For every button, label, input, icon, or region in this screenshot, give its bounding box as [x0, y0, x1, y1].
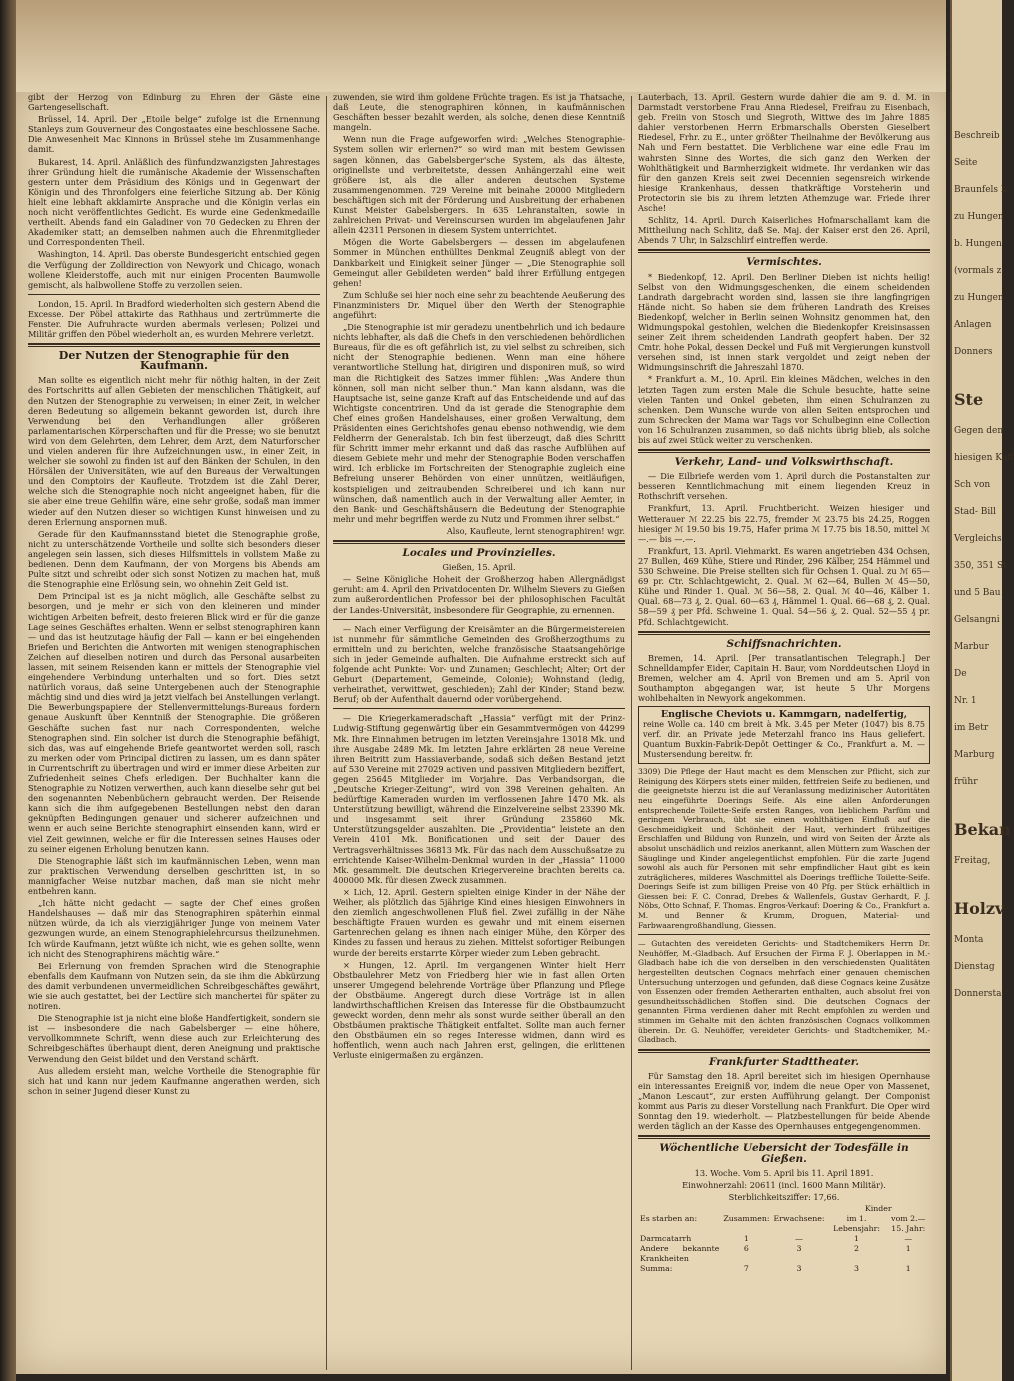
table-header: Es starben an:	[640, 1213, 698, 1223]
fragment-text: (vormals z	[954, 266, 1002, 276]
table-cell: 1	[743, 1233, 749, 1243]
newspaper-page	[16, 92, 946, 1374]
market-report-cattle: Frankfurt, 13. April. Viehmarkt. Es waren angetrieben 434 Ochsen, 27 Bullen, 469 Kühe, Stiere und Rinder, 296 Kälber, 254 Hämmel und 530 Schweine. Die Preise stellten sich für Ochsen 1. Qual. zu ℳ 65—69 pr. Ctr. Schlachtgewicht, 2. Qual. ℳ 62—64, Bullen ℳ 45—50, Kühe und Rinder 1. Qual. ℳ 56—58, 2. Qual. ℳ 40—46, Kälber 1. Qual. 68—73 ₰, 2. Qual. 60—63 ₰, Hämmel 1. Qual. 66—68 ₰, 2. Qual. 58—59 ₰ per Pfd. Schweine 1. Qual. 54—56 ₰, 2. Qual. 52—55 ₰ pr. Pfd. Schlachtgewicht.	[638, 545, 930, 627]
fragment-text: Nr. 1	[954, 696, 977, 706]
column-1	[24, 92, 324, 1374]
table-cell: 1	[905, 1263, 911, 1273]
stats-population: Einwohnerzahl: 20611 (incl. 1600 Mann Militär).	[682, 1179, 886, 1190]
divider	[638, 249, 930, 253]
table-cell: 6	[743, 1243, 749, 1253]
article-washington: Washington, 14. April. Das oberste Bundesgericht entschied gegen die Verfügung der Zolldirection von Newyork und Chicago, wonach wollene Kleiderstoffe, auch mit nur einigen Procenten Baumwolle gemischt, als halbwollene Stoffe zu verzollen seien.	[28, 249, 320, 290]
divider	[333, 540, 625, 544]
table-cell: 2	[854, 1243, 860, 1253]
divider	[638, 449, 930, 453]
fragment-text: Freitag,	[954, 856, 991, 866]
fragment-text: Marbur	[954, 642, 989, 652]
fragment-text: Vergleichs	[954, 534, 1002, 544]
table-cell: 3	[796, 1243, 802, 1253]
fragment-text: Donnersta	[954, 989, 1002, 999]
paragraph: Bei Erlernung von fremden Sprachen wird die Stenographie ebenfalls dem Kaufmann von Nutzen sein, da sie ihm die Abkürzung des damit verbundenen unvermeidlichen Schreibgeschäftes gewährt, wie sie auch gestattet, bei der Lectüre sich manchertei für später zu notiren.	[28, 960, 320, 1012]
page-top-edge	[16, 0, 946, 100]
table-row	[638, 1244, 930, 1264]
column-2	[329, 92, 629, 1374]
column-rule	[326, 96, 327, 1370]
table-cell: Darmcatarrh	[640, 1233, 692, 1243]
fragment-text: frühr	[954, 777, 978, 787]
table-cell: —	[904, 1233, 913, 1243]
paragraph: Die Stenographie ist ja nicht eine bloße Handfertigkeit, sondern sie ist — insbesondere die nach Gabelsberger — eine höhere, vervollkommnete Schrift, wenn diese auch zur Erleichterung des Schreibgeschäftes überhaupt dient, deren Aneignung und praktische Verwendung den Geist bildet und den Verstand schärft.	[28, 1013, 320, 1064]
stats-rate: Sterblichkeitsziffer: 17,66.	[728, 1191, 840, 1202]
dateline: Gießen, 15. April.	[442, 562, 516, 573]
paragraph: „Ich hätte nicht gedacht — sagte der Chef eines großen Handelshauses — daß mir das Stenographiren späterhin einmal nützen würde, da ich als vierzigjähriger Junge von meinem Vater gezwungen wurde, an einem Stenographielehrcursus theilzunehmen. Ich würde Kaufmann, jetzt wüßte ich nicht, wie es gehen sollte, wenn ich nicht des Stenographirens mächtig wäre.“	[28, 898, 320, 959]
divider	[28, 343, 320, 347]
article-schlitz: Schlitz, 14. April. Durch Kaiserliches Hofmarschallamt kam die Mittheilung nach Schlitz, daß Se. Maj. der Kaiser erst den 26. April, Abends 7 Uhr, in Salzschlirf eintreffen werde.	[638, 215, 930, 246]
fragment-text: De	[954, 669, 967, 679]
section-heading-verkehr: Verkehr, Land- und Volkswirthschaft.	[674, 456, 894, 469]
divider	[638, 631, 930, 635]
table-header: Erwachsene:	[773, 1213, 825, 1223]
fragment-text: Dienstag	[954, 962, 995, 972]
stats-week: 13. Woche. Vom 5. April bis 11. April 1891.	[694, 1167, 874, 1178]
paragraph: Man sollte es eigentlich nicht mehr für nöthig halten, in der Zeit des Fortschritts auf allen Gebieten der menschlichen Thätigkeit, auf den Nutzen der Stenographie zu verweisen; in einer Zeit, in welcher deren Bedeutung so allgemein bekannt geworden ist, durch ihre Verwendung bei den Verhandlungen aller größeren parlamentarischen Körperschaften und für die Presse; wo sie benutzt wird von dem Gelehrten, dem Lehrer, dem Arzt, dem Naturforscher und vielen anderen für ihre Aufzeichnungen usw., in einer Zeit, in welcher sie sowohl zu finden ist auf den Bänken der Schulen, in den Hörsälen der Universitäten, wie auf den Bureaus der Verwaltungen und den Comptoirs der Kaufleute. Trotzdem ist die Zahl Derer, welche sich die Stenographie noch nicht angeeignet haben, für die sie aber eine treue Gehilfin wäre, eine sehr große, sodaß man immer wieder auf den Nutzen dieser so wichtigen Kunst hinweisen und zu deren Erlernung anspornen muß.	[28, 375, 320, 527]
fragment-text: 350, 351 St	[954, 561, 1007, 571]
paragraph: Zum Schluße sei hier noch eine sehr zu beachtende Aeußerung des Finanzministers Dr. Miquel über den Werth der Stenographie angeführt:	[333, 289, 625, 320]
section-heading-theater: Frankfurter Stadttheater.	[708, 1055, 860, 1068]
divider	[333, 708, 625, 709]
article-bruessel: Brüssel, 14. April. Der „Etoile belge“ zufolge ist die Ernennung Stanleys zum Gouverneur des Congostaates eine beschlossene Sache. Die Anwesenheit Mac Kinnons in Brüssel stehe im Zusammenhange damit.	[28, 114, 320, 155]
table-row	[638, 1264, 930, 1274]
ad-text: reine Wolle ca. 140 cm breit à Mk. 3.45 per Meter (1047) bis 8.75 verf. dir. an Private jede Meterzahl franco ins Haus geliefert. Quantum Buxkin-Fabrik-Depôt Oettinger & Co., Frankfurt a. M. — Mustersendung bereitw. fr.	[643, 720, 925, 760]
fragment-text: im Betr	[954, 723, 989, 733]
section-heading-todesfaelle: Wöchentliche Uebersicht der Todesfälle in Gießen.	[659, 1142, 909, 1165]
column-3	[634, 92, 934, 1374]
fragment-text: Anlagen	[954, 320, 992, 330]
fragment-text: b. Hungen	[954, 239, 1002, 249]
table-header: im 1. Lebensjahr:	[833, 1213, 880, 1233]
advertisement-doering-seife: 3309) Die Pflege der Haut macht es dem Menschen zur Pflicht, sich zur Reinigung des Körpers stets einer milden, fettfreien Seife zu bedienen, und die geeignetste hierzu ist die auf Veranlassung medizinischer Autoritäten neu eingeführte Doerings Seife. Als eine allen Anforderungen entsprechende Toilette-Seife ersten Ranges, von lieblichem Parfüm und geringem Verbrauch, übt sie einen wohlthätigen Einfluß auf die Geschmeidigkeit und Schönheit der Haut, verhindert frühzeitiges Erschlaffen und Bildung von Runzeln, und wird von Seiten der Ärzte als absolut unschädlich und reizlos anerkannt, allen Müttern zum Waschen der Säuglinge und Kinder angelegentlichst empfohlen. Für die zarte Jugend sowohl als auch für Personen mit sehr empfindlicher Haut gibt es kein zuträglicheres, milderes Waschmittel als Doerings treffliche Toilette-Seife. Doerings Seife ist zum billigen Preise von 40 Pfg. per Stück erhältlich in Giessen bei: F. C. Conrad, Drebes & Wallenfels, Gustav Gerhardt, F. J. Nöbs, Otto Schnaf, F. Thomas. Engros-Verkauf: Doering & Co., Frankfurt a. M. und Benner & Krumm, Droguen, Material- und Farbwaarengroßhandlung, Giessen.	[638, 767, 930, 930]
adjacent-page-fragment	[950, 0, 1014, 1381]
columns	[24, 92, 942, 1374]
fragment-text: Gegen den	[954, 426, 1004, 436]
fragment-text: zu Hungen	[954, 293, 1004, 303]
paragraph: Aus alledem ersieht man, welche Vortheile die Stenographie für sich hat und kann nur jedem Kaufmanne angerathen werden, sich schon in seiner Jugend dieser Kunst zu	[28, 1065, 320, 1096]
table-cell: 1	[905, 1243, 911, 1253]
table-cell: 1	[854, 1233, 860, 1243]
fragment-text: Bekan	[954, 820, 1011, 839]
book-spine	[0, 0, 16, 1381]
fragment-text: Holzv	[954, 899, 1005, 918]
fragment-text: Marburg	[954, 750, 995, 760]
fragment-text: Beschreib	[954, 131, 1000, 141]
paragraph: Dem Principal ist es ja nicht möglich, alle Geschäfte selbst zu besorgen, und je mehr er sich von den kleineren und minder wichtigen Arbeiten befreit, desto freieren Blick wird er für die ganze Lage seines Geschäftes erhalten. Wenn er selbst stenographiren kann — und das ist heutzutage häufig der Fall — kann er bei eingehenden Briefen und Berichten die Antworten mit wenigen stenographischen Zeichen auf dieselben notiren und durch das Personal ausarbeiten lassen, mit seinem Reisenden kann er mittels der Stenographie viel eingehendere Verbindung unterhalten und so fort. Dies setzt natürlich voraus, daß seine Untergebenen auch der Stenographie mächtig sind und dies wird ja jetzt vielfach bei Anstellungen verlangt. Die Bewerbungspapiere der Stellenvermittelungs-Bureaus fordern genaue Auskunft über Kenntniß der Stenographie. Die größeren Geschäfte suchen fast nur nach Correspondenten, welche Stenographen sind. Ein solcher ist durch die Stenographie befähigt, sich das, was auf eingehende Briefe geantwortet werden soll, rasch zu merken oder vom Principal dictiren zu lassen, um es dann später in Currentschrift zu übertragen und wird er immer diese Arbeiten zur Zufriedenheit seines Chefs erledigen. Der Buchhalter kann die Stenographie zu Notizen verwerthen, auch kann dieselbe sehr gut bei den sogenannten Nebenbüchern gebraucht werden. Der Reisende kann sich die ihm aufgegebenen Bestellungen nebst den daran geknüpften Bedingungen genauer und sicherer aufzeichnen und wenn er auch seine Berichte stenographirt einsenden kann, wird er viel Zeit gewinnen, welche er für die Interessen seines Hauses oder zu seiner eigenen Erholung benutzen kann.	[28, 591, 320, 854]
divider	[333, 619, 625, 620]
paragraph: — Die Kriegerkameradschaft „Hassia“ verfügt mit der Prinz-Ludwig-Stiftung gegenwärtig über ein Gesammtvermögen von 44299 Mk. Ihre Einnahmen betrugen im letzten Vereinsjahre 13018 Mk. und ihre Ausgabe 2489 Mk. Im letzten Jahre erklärten 28 neue Vereine ihren Beitritt zum Hassiaverbande, sodaß sich deßen Bestand jetzt auf 530 Vereine mit 27029 activen und passiven Mitgliedern beziffert, gegen 25645 Mitglieder im Vorjahre. Das Verbandsorgan, die „Deutsche Krieger-Zeitung“, wird von 398 Vereinen gehalten. An bedürftige Kameraden wurden im verflossenen Jahre 1470 Mk. als Unterstützung bewilligt, während die Einzelvereine selbst 23390 Mk. und insgesammt seit ihrer Gründung 235860 Mk. Unterstützungsgelder auszahlten. Die „Providentia“ leistete an den Verein 4101 Mk. Bonificationen und seit der Dauer des Vertragsverhältnisses 36813 Mk. Für das nach dem Ausschußsatze zu errichtende Kaiser-Wilhelm-Denkmal wurden in der „Hassia“ 11000 Mk. gesammelt. Die deutschen Kriegervereine brachten bereits ca. 400000 Mk. für diesen Zweck zusammen.	[333, 713, 625, 885]
divider	[638, 934, 930, 935]
paragraph: — Seine Königliche Hoheit der Großherzog haben Allergnädigst geruht: am 4. April den Privatdocenten Dr. Wilhelm Sievers zu Gießen zum außerordentlichen Professor bei der philosophischen Facultät der Landes-Universität, insbesondere für Geographie, zu ernennen.	[333, 574, 625, 615]
article-signoff: Also, Kaufleute, lernt stenographiren! wgr.	[446, 525, 625, 536]
paragraph: Wenn nun die Frage aufgeworfen wird: „Welches Stenographie-System sollen wir erlernen?“ so wird man mit bestem Gewissen sagen können, das Gabelsberger'sche System, als das älteste, originellste und verbreitetste, dessen Anhängerzahl eine weit größere ist, als die aller anderen deutschen Systeme zusammengenommen. 729 Vereine mit beinahe 20000 Mitgliedern beschäftigen sich mit der Förderung und Ausbreitung der erhabenen Kunst Meister Gabelsbergers. In 635 Lehranstalten, sowie in zahlreichen Privat- und Vereinscursen wurden im abgelaufenen Jahr allein 42311 Personen in diesem System unterrichtet.	[333, 134, 625, 236]
table-header: Zusammen:	[723, 1213, 770, 1223]
fragment-text: Seite	[954, 158, 978, 168]
article-lich: × Lich, 12. April. Gestern spielten einige Kinder in der Nähe der Weiher, als plötzlich das 5jährige Kind eines hiesigen Einwohners in den ziemlich angeschwollenen Fluß fiel. Zwei zufällig in der Nähe beschäftigte Frauen wurden es gewahr und mit einem eisernen Gartenrechen gelang es ihnen nach einiger Mühe, den Körper des Kindes zu fassen und heraus zu ziehen. Mittelst sofortiger Reibungen wurde der bereits erstarrte Körper wieder zum Leben gebracht.	[333, 886, 625, 958]
fragment-text: hiesigen Kaff	[954, 453, 1014, 463]
article-biedenkopf: * Biedenkopf, 12. April. Den Berliner Dieben ist nichts heilig! Selbst von den Widmungsgeschenken, die einem scheidenden Landrath dargebracht worden sind, lassen sie ihre langfingrigen Hände nicht. So haben sie dem früheren Landrath des Kreises Biedenkopf, welcher in Berlin seinen Wohnsitz genommen hat, den Widmungspokal gestohlen, welchen die Biedenkopfer Kreisinsassen seiner Zeit ihrem scheidenden Landrath geopfert haben. Der 32 Cmtr. hohe Pokal, dessen Deckel und Fuß mit Vergierungen kunstvoll versehen sind, ist innen stark vergoldet und zeigt neben der Widmungsinschrift die Jahreszahl 1870.	[638, 271, 930, 373]
advertisement-cheviots	[638, 706, 930, 764]
paragraph: zuwenden, sie wird ihm goldene Früchte tragen. Es ist ja Thatsache, daß Leute, die stenographiren können, in kaufmännischen Geschäften besser bezahlt werden, als solche, denen diese Kenntniß mangeln.	[333, 92, 625, 133]
table-row	[638, 1234, 930, 1244]
article-bukarest: Bukarest, 14. April. Anläßlich des fünfundzwanzigsten Jahrestages ihrer Gründung hielt die rumänische Akademie der Wissenschaften gestern unter dem Präsidium des Königs und in Gegenwart der Königin und des Thronfolgers eine feierliche Sitzung ab. Der König hielt eine lebhaft akklamirte Ansprache und die Königin verlas ein noch nicht veröffentlichtes Gedicht. Es wurde eine Gedenkmedaille vertheilt. Abends fand ein Galadiner von 70 Gedecken zu Ehren der Akademiker statt; an demselben nahmen auch die Ehrenmitglieder und Correspondenten Theil.	[28, 156, 320, 248]
fragment-text: Gelsangni	[954, 615, 1000, 625]
fragment-text: Ste	[954, 390, 984, 409]
paragraph: „Die Stenographie ist mir geradezu unentbehrlich und ich bedaure nichts lebhafter, als daß die Chefs in den verschiedenen behördlichen Bureaus, für die es oft gefährlich ist, zu viel selbst zu schreiben, sich nicht der Stenographie bedienen. Wenn man eine höhere verantwortliche Stellung hat, dirigiren und disponiren muß, so wird man die Richtigkeit des Satzes immer fühlen: „Was Andere thun können, soll man nicht selber thun.“ Man kann alsdann, was die Hauptsache ist, seine ganze Kraft auf das Entscheidende und auf das Wichtigste concentriren. Und da ist gerade die Stenographie dem Chef eines großen Handelshauses, einer großen Verwaltung, dem Präsidenten eines Gerichtshofes genau ebenso nothwendig, wie dem Feldherrn der Generalstab. Ich bin fest überzeugt, daß dies Schritt für Schritt immer mehr erkannt und daß das rasche Aufblühen auf diesem Gebiete mehr und mehr der Stenographie Boden verschaffen wird. Ich erblicke im Fortschreiten der Stenographie zugleich eine Befreiung unserer Behörden von einer unnützen, weitläufigen, kostspieligen und zeitraubenden Schreiberei und ich kann nur wünschen, daß namentlich auch in der Verwaltung aller Aemter, in den Bank- und Geschäftshäusern die Bedeutung der Stenographie mehr und mehr begriffen werde zu Nutz und Frommen ihrer selbst.“	[333, 322, 625, 524]
fragment-text: und 5 Bau	[954, 588, 1001, 598]
ad-title: Englische Cheviots u. Kammgarn, nadelfertig,	[660, 709, 908, 721]
fragment-text: Donners	[954, 347, 993, 357]
article-frankfurt: * Frankfurt a. M., 10. April. Ein kleines Mädchen, welches in den letzten Tagen zum ersten Male die Schule besuchte, hatte seine vielen Tanten und Onkel gebeten, ihm einen Schulranzen zu schenken. Dem Wunsche wurde von allen Seiten entsprochen und zum Schrecken der Mama war Tags vor Schulbeginn eine Collection von 16 Schulranzen zusammen, so daß nichts übrig blieb, als solche bis auf zwei Stück weiter zu verschenken.	[638, 374, 930, 445]
article-hungen: × Hungen, 12. April. Im vergangenen Winter hielt Herr Obstbaulehrer Metz von Friedberg hier wie in fast allen Orten unserer Umgegend belehrende Vorträge über Pflanzung und Pflege der Obstbäume. Angeregt durch diese Vorträge ist in allen landwirthschaftlichen Kreisen das Interesse für die Obstbaumzucht geweckt worden, denn mehr als sonst wurde seither überall an den Obstbäumen praktische Thätigkeit entfaltet. Sollte man auch ferner den Obstbäumen ein so reges Interesse widmen, dann wird es hoffentlich, wenn auch nach Jahren erst, gelingen, die erlittenen Verluste einigermaßen zu ergänzen.	[333, 959, 625, 1061]
table-cell: Andere bekannte Krankheiten	[640, 1243, 720, 1263]
fragment-text: Monta	[954, 935, 984, 945]
divider	[28, 294, 320, 295]
deaths-table	[638, 1204, 930, 1274]
article-lauterbach: Lauterbach, 13. April. Gestern wurde dahier die am 9. d. M. in Darmstadt verstorbene Frau Anna Riedesel, Freifrau zu Eisenbach, geb. Freiin von Stosch und Siegroth, Wittwe des im Jahre 1885 dahier verstorbenen Herrn Erbmarschalls Obersten Gieselbert Riedesel, Frhr. zu E., unter größter Theilnahme der Bevölkerung aus Nah und Fern bestattet. Die Verblichene war eine edle Frau im wahrsten Sinne des Wortes, die sich ganz den Werken der Wohlthätigkeit und Barmherzigkeit widmete. Ihr verdanken wir das für den ganzen Kreis seit zwei Decennien segensreich wirkende hiesige Krankenhaus, dessen thatkräftige Vorsteherin und Protectorin sie bis zu ihrem letzten Athemzuge war. Friede ihrer Asche!	[638, 92, 930, 214]
table-cell: 7	[743, 1263, 749, 1273]
section-heading-locales: Locales und Provinzielles.	[402, 547, 556, 560]
paragraph: Die Stenographie läßt sich im kaufmännischen Leben, wenn man zur praktischen Verwendung derselben geschritten ist, in so mannigfacher Weise nutzbar machen, daß man sie nicht mehr entbehren kann.	[28, 855, 320, 897]
divider	[638, 1049, 930, 1053]
table-cell: —	[795, 1233, 803, 1243]
paragraph: Gerade für den Kaufmannsstand bietet die Stenographie große, nicht zu unterschätzende Vortheile und sollte sich besonders dieser angelegen sein lassen, sich dieses Hilfsmittels in vollstem Maße zu bedienen. Denn dem Kaufmann, der von Morgens bis Abends am Pulte sitzt und schreibt oder sich sonst Notizen zu machen hat, muß die Stenographie eine Erlösung sein, wo ohnehin Zeit Geld ist.	[28, 528, 320, 590]
advertisement-cognac: — Gutachten des vereideten Gerichts- und Stadtchemikers Herrn Dr. Neuhöffer, M.-Gladbach. Auf Ersuchen der Firma F. J. Oberlappen in M.-Gladbach habe ich die von derselben in den verschiedensten Qualitäten hergestellten deutschen Cognacs mehrfach einer genauen chemischen Untersuchung unterzogen und gefunden, daß diese Cognacs keine Zusätze von Essenzen oder fremden Aetherarten enthalten, auch absolut frei von gesundheitsschädlichen Stoffen sind. Die deutschen Cognacs der genannten Firma verdienen daher mit Recht empfohlen zu werden und stimmen im Gehalte mit den ächten französischen Cognacs vollkommen überein. Dr. G. Neuhöffer, vereideter Gerichts- und Stadtchemiker, M.-Gladbach.	[638, 939, 930, 1045]
section-heading-schiffsnachrichten: Schiffsnachrichten.	[726, 637, 842, 650]
divider	[638, 1135, 930, 1139]
fragment-text: Sch von	[954, 480, 991, 490]
fragment-text: zu Hungen	[954, 212, 1004, 222]
paragraph: Für Samstag den 18. April bereitet sich im hiesigen Opernhause ein interessantes Ereigniß vor, indem die neue Oper von Massenet, „Manon Lescaut“, zur ersten Aufführung gelangt. Der Componist kommt aus Paris zu dieser Vorstellung nach Frankfurt. Die Oper wird Sonntag den 19. wiederholt. — Platzbestellungen für beide Abende werden täglich an der Kasse des Opernhauses entgegengenommen.	[638, 1070, 930, 1132]
fragment-text: Stad- Bill	[954, 507, 997, 517]
table-cell: 3	[854, 1263, 860, 1273]
paragraph: Mögen die Worte Gabelsbergers — dessen im abgelaufenen Sommer in München enthülltes Denkmal Zeugniß ablegt von der Dankbarkeit und Einigkeit seiner Jünger — „Die Stenographie soll Gemeingut aller Gebildeten werden“ bald ihrer Erfüllung entgegen gehen!	[333, 237, 625, 288]
table-cell: 3	[796, 1263, 802, 1273]
fragment-text: Braunfels h	[954, 185, 1007, 195]
table-header: vom 2.—15. Jahr:	[891, 1213, 926, 1233]
section-heading-vermischtes: Vermischtes.	[746, 256, 822, 269]
paragraph: Bremen, 14. April. [Per transatlantischen Telegraph.] Der Schnelldampfer Eider, Capitain H. Baur, vom Norddeutschen Lloyd in Bremen, welcher am 4. April von Bremen und am 5. April von Southampton abgegangen war, ist heute 5 Uhr Morgens wohlbehalten in Newyork angekommen.	[638, 652, 930, 704]
article-edinburg: gibt der Herzog von Edinburg zu Ehren der Gäste eine Gartengesellschaft.	[28, 92, 320, 113]
paragraph: — Nach einer Verfügung der Kreisämter an die Bürgermeistereien ist nunmehr für sämmtliche Gemeinden des Großherzogthums zu ermitteln und zu berichten, welche französische Staatsangehörige sich in jeder Gemeinde aufhalten. Die Aufnahme erstreckt sich auf folgende acht Punkte: Vor- und Zunamen; Geschlecht; Alter; Ort der Geburt (Departement, Gemeinde, Colonie); Wohnstand (ledig, verheirathet, verwittwet, geschieden); Zahl der Kinder; Stand bezw. Beruf; ob der Aufenthalt dauernd oder vorübergehend.	[333, 623, 625, 705]
article-london: London, 15. April. In Bradford wiederholten sich gestern Abend die Excesse. Der Pöbel attakirte das Rathhaus und zertrümmerte die Fenster. Die Aufruhracte wurden abermals verlesen; Polizei und Militär griffen den Pöbel wiederholt an, es wurden Mehrere verletzt.	[28, 298, 320, 340]
table-cell: Summa:	[640, 1263, 673, 1273]
paragraph: — Die Eilbriefe werden vom 1. April durch die Postanstalten zur besseren Kenntlichmachung mit einem liegenden Kreuz in Rothschrift versehen.	[638, 471, 930, 502]
column-rule	[631, 96, 632, 1370]
section-heading-stenographie: Der Nutzen der Stenographie für den Kaufmann.	[58, 349, 290, 373]
table-header: Kinder	[864, 1203, 892, 1213]
market-report-fruit: Frankfurt, 13. April. Fruchtbericht. Weizen hiesiger und Wetterauer ℳ 22.25 bis 22.75, fremder ℳ 23.75 bis 24.25, Roggen hiesiger ℳ 19.50 bis 19.75, Hafer prima ℳ 17.75 bis 18.50, mittel ℳ —.— bis —.—.	[638, 503, 930, 544]
